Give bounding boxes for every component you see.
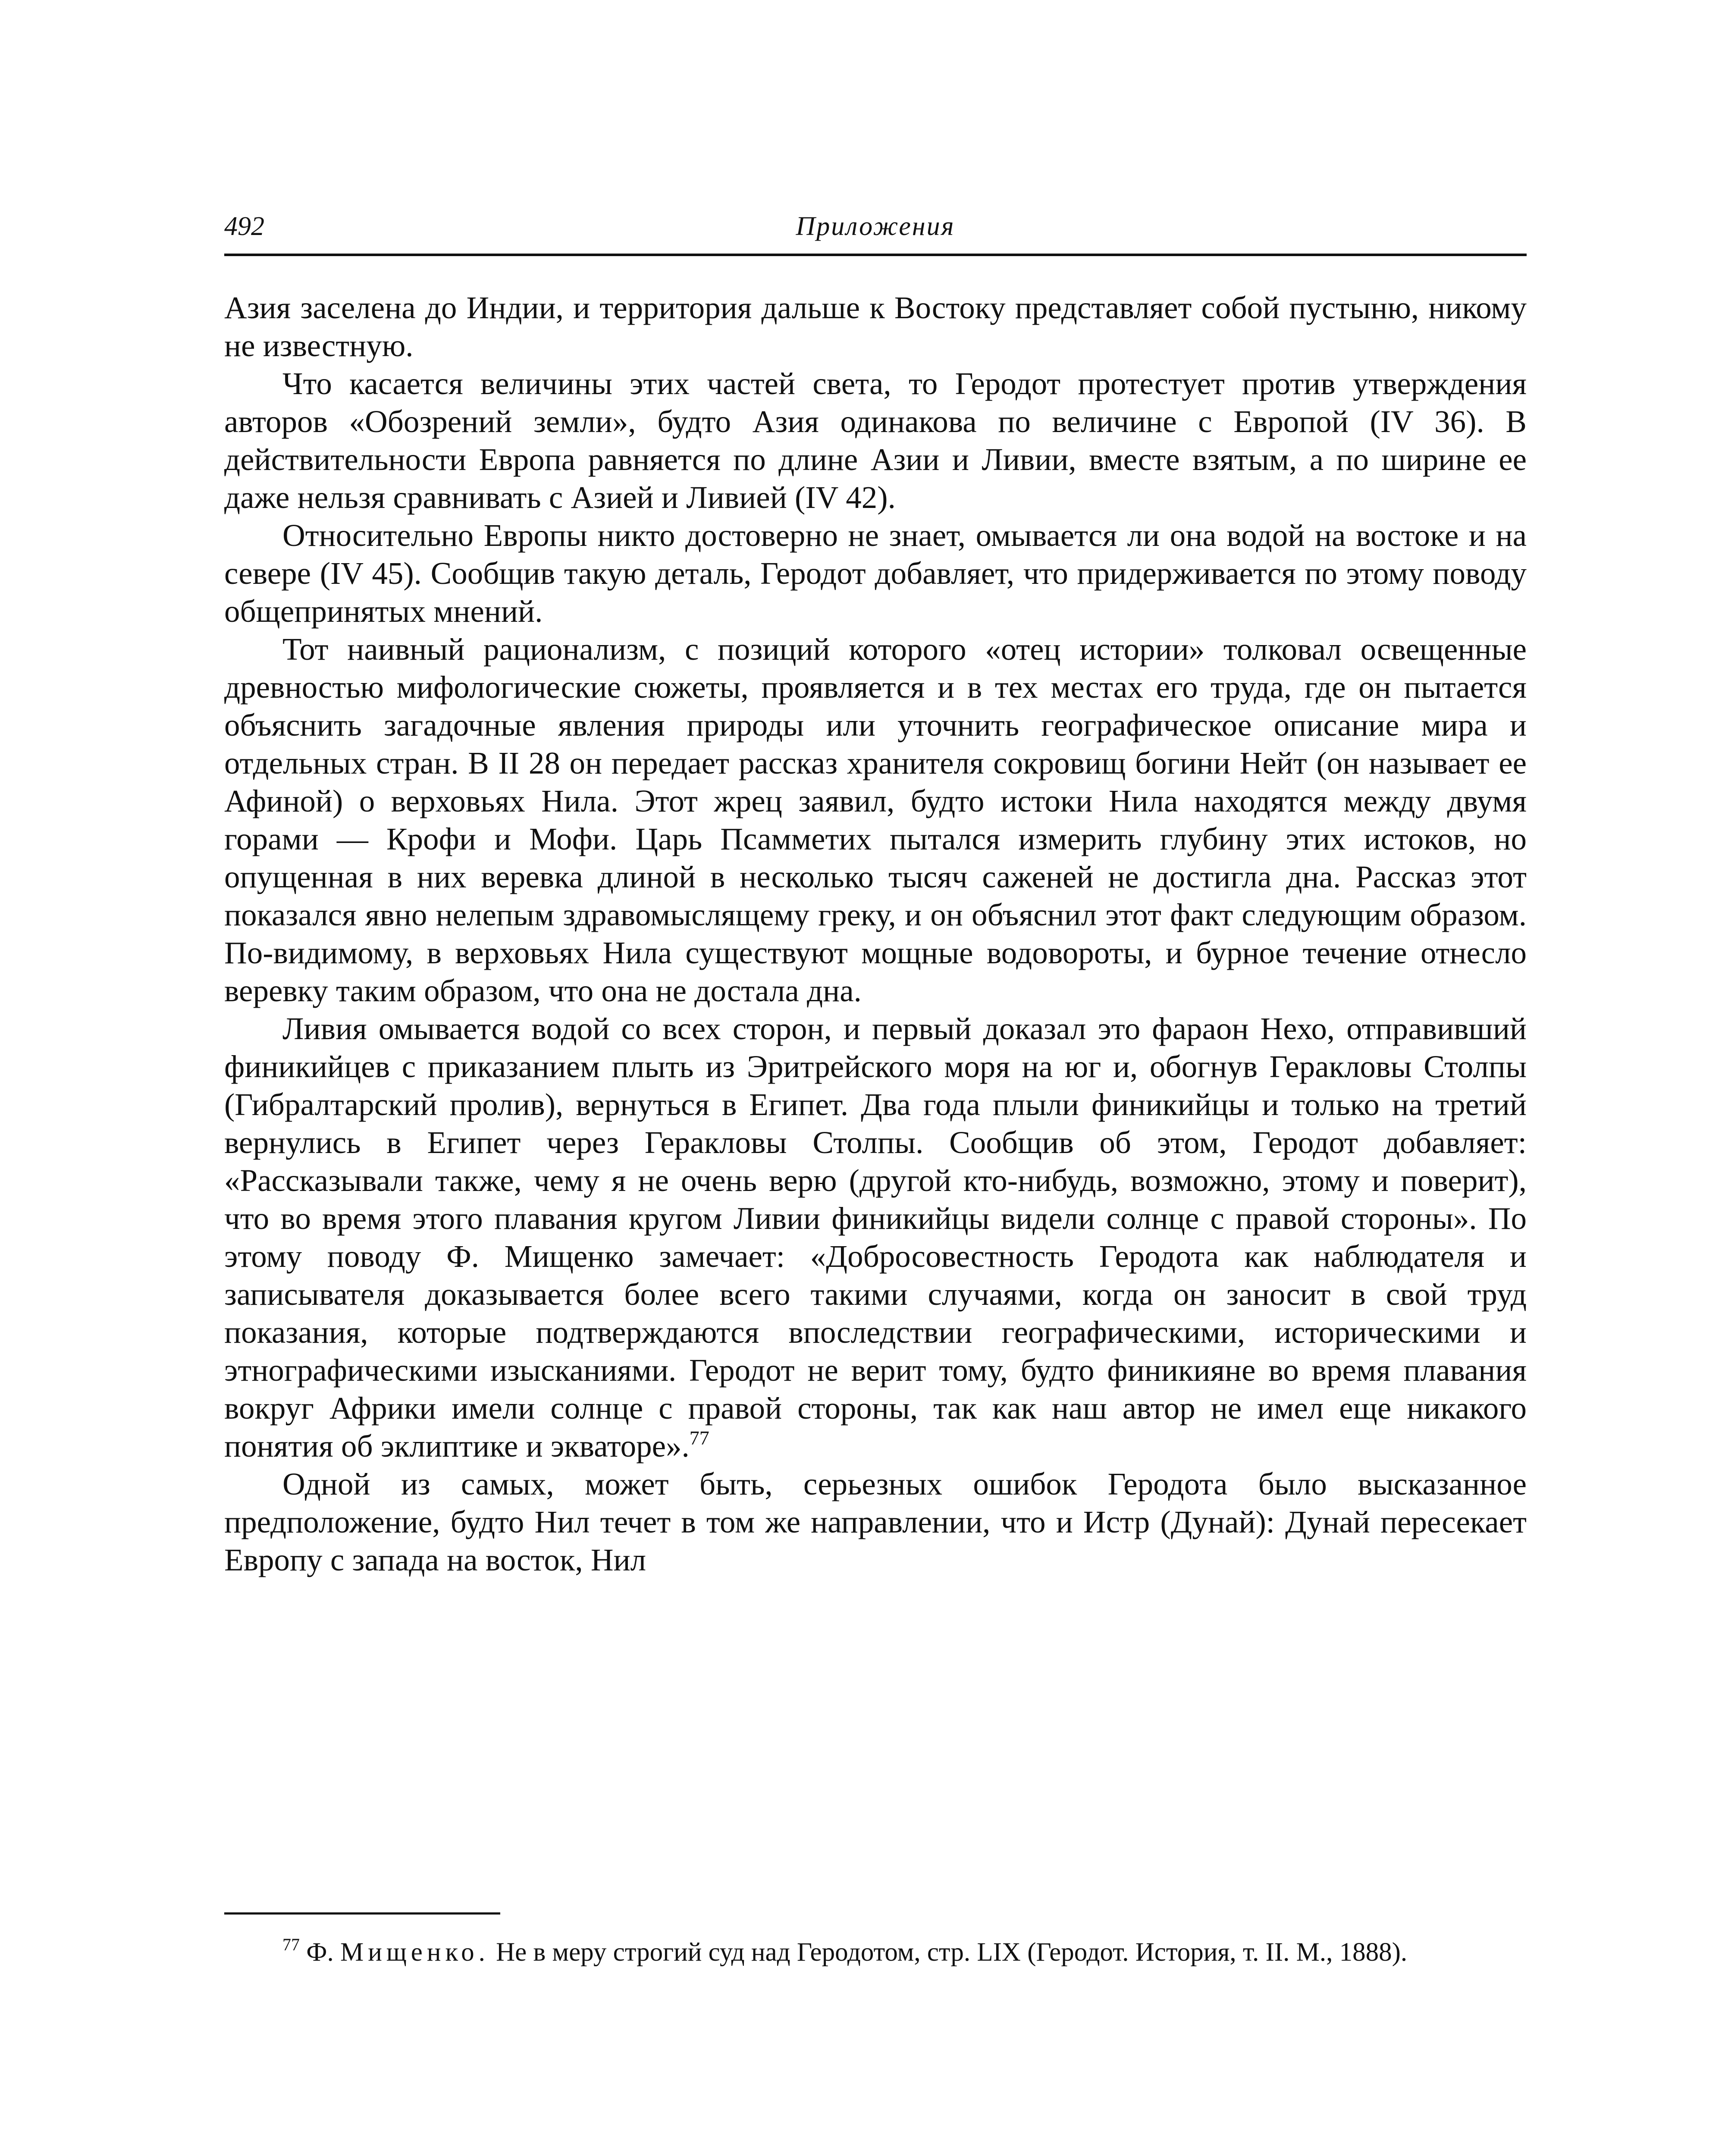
footnote-number: 77 bbox=[282, 1935, 300, 1954]
footnote-text: Не в меру строгий суд над Геродотом, стр. LIX (Геродот. История, т. II. М., 1888). bbox=[496, 1938, 1408, 1967]
footnote bbox=[224, 1936, 1527, 1969]
book-page bbox=[224, 203, 1527, 1967]
page-header bbox=[224, 203, 1527, 250]
paragraph-size-of-continents: Что касается величины этих частей света, то Геродот протестует против утверждения авторов «Обозрений земли», будто Азия одинакова по величине с Европой (IV 36). В действительности Европа равняется по длине Азии и Ливии, вместе взятым, а по ширине ее даже нельзя сравнивать с Азией и Ливией (IV 42). bbox=[224, 366, 1527, 515]
body-text bbox=[224, 289, 1527, 1579]
footnote-author: Мищенко. bbox=[340, 1938, 489, 1967]
paragraph-europe: Относительно Европы никто достоверно не знает, омывается ли она водой на востоке и на севере (IV 45). Сообщив такую деталь, Геродот добавляет, что придерживается по этому поводу общепринятых мнений. bbox=[224, 518, 1527, 629]
footnote-rule bbox=[224, 1912, 500, 1915]
page-number: 492 bbox=[224, 212, 264, 241]
footnote-initial: Ф. bbox=[306, 1938, 334, 1967]
footnote-reference[interactable]: 77 bbox=[689, 1427, 709, 1449]
paragraph-nile-istr: Одной из самых, может быть, серьезных ошибок Геродота было высказанное предположение, будто Нил течет в том же направлении, что и Истр (Дунай): Дунай пересекает Европу с запада на восток, Нил bbox=[224, 1467, 1527, 1577]
header-rule bbox=[224, 254, 1527, 256]
running-title: Приложения bbox=[796, 212, 955, 241]
paragraph-libya-text: Ливия омывается водой со всех сторон, и первый доказал это фараон Нехо, отправивший финикийцев с приказанием плыть из Эритрейского моря на юг и, обогнув Геракловы Столпы (Гибралтарский пролив), вернуться в Египет. Два года плыли финикийцы и только на третий вернулись в Египет через Геракловы Столпы. Сообщив об этом, Геродот добавляет: «Рассказывали также, чему я не очень верю (другой кто-нибудь, возможно, этому и поверит), что во время этого плавания кругом Ливии финикийцы видели солнце с правой стороны». По этому поводу Ф. Мищенко замечает: «Добросовестность Геродота как наблюдателя и записывателя доказывается более всего такими случаями, когда он заносит в свой труд показания, которые подтверждаются впоследствии географическими, историческими и этнографическими изысканиями. Геродот не верит тому, будто финикияне во время плавания вокруг Африки имели солнце с правой стороны, так как наш автор не имел еще никакого понятия об эклиптике и экваторе». bbox=[224, 1011, 1527, 1463]
paragraph-rationalism-nile: Тот наивный рационализм, с позиций которого «отец истории» толковал освещенные древностью мифологические сюжеты, проявляется и в тех местах его труда, где он пытается объяснить загадочные явления природы или уточнить географическое описание мира и отдельных стран. В II 28 он передает рассказ хранителя сокровищ богини Нейт (он называет ее Афиной) о верховьях Нила. Этот жрец заявил, будто истоки Нила находятся между двумя горами — Крофи и Мофи. Царь Псамметих пытался измерить глубину этих истоков, но опущенная в них веревка длиной в несколько тысяч саженей не достигла дна. Рассказ этот показался явно нелепым здравомыслящему греку, и он объяснил этот факт следующим образом. По-видимому, в верховьях Нила существуют мощные водовороты, и бурное течение отнесло веревку таким образом, что она не достала дна. bbox=[224, 632, 1527, 1008]
paragraph-asia-continuation: Азия заселена до Индии, и территория дальше к Востоку представляет собой пустыню, никому не известную. bbox=[224, 290, 1527, 363]
paragraph-libya-circumnavigation bbox=[224, 1010, 1527, 1465]
